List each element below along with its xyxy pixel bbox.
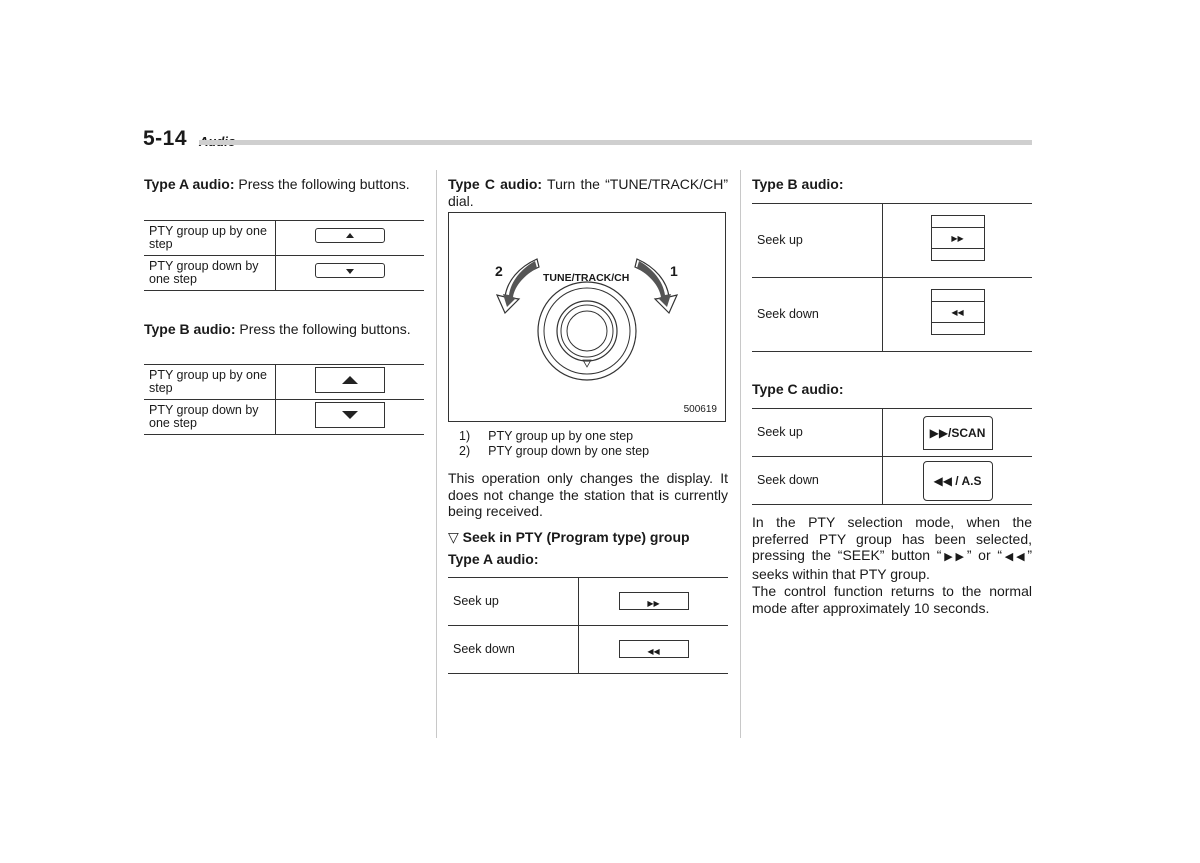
note-paragraph: This operation only changes the display. It does not change the station that is currently being received. xyxy=(448,470,728,519)
seek-down-button-cell xyxy=(579,626,729,674)
table-row xyxy=(752,204,1032,278)
down-arrow-icon xyxy=(346,269,354,274)
table-row xyxy=(144,365,424,400)
seek-paragraph: In the PTY selection mode, when the preferred PTY group has been selected, pressing the “SEEK” button “▶▶” or “◀◀” seeks within that PTY group. xyxy=(752,514,1033,582)
up-arrow-icon xyxy=(342,376,358,384)
column-divider xyxy=(740,170,741,738)
arrow-label-1: 1 xyxy=(670,263,678,279)
type-a-seek-table xyxy=(448,577,728,674)
fast-forward-icon: ▶▶ xyxy=(647,599,660,608)
pty-up-button xyxy=(315,367,385,393)
dial-label: TUNE/TRACK/CH xyxy=(543,272,630,284)
header-bar xyxy=(199,140,1032,145)
row-label: Seek down xyxy=(448,626,579,674)
seek-up-button-cell xyxy=(579,578,729,626)
rewind-icon: ◀◀ xyxy=(1001,551,1028,563)
table-row xyxy=(448,626,728,674)
tune-dial-illustration xyxy=(449,213,725,421)
fast-forward-icon: ▶▶ xyxy=(941,551,967,563)
row-label: Seek up xyxy=(752,409,883,457)
table-row xyxy=(752,409,1032,457)
type-a-pty-table xyxy=(144,220,424,291)
type-c-seek-table xyxy=(752,408,1032,505)
table-row xyxy=(752,457,1032,505)
page-number: 5-14 xyxy=(143,127,188,150)
seek-up-button-cell xyxy=(883,409,1033,457)
type-a-label: Type A audio: xyxy=(448,551,539,567)
type-c-intro: Type C audio: Turn the “TUNE/TRACK/CH” dial. xyxy=(448,176,728,209)
table-row xyxy=(752,278,1032,352)
column-divider xyxy=(436,170,437,738)
rewind-icon: ◀◀ xyxy=(647,647,660,656)
table-row xyxy=(448,578,728,626)
row-label: PTY group down by one step xyxy=(144,400,276,435)
pty-down-button xyxy=(315,263,385,278)
seek-down-button xyxy=(931,289,985,335)
row-label: PTY group up by one step xyxy=(144,221,276,256)
scan-button: ▶▶/SCAN xyxy=(923,416,993,450)
seek-up-button-cell xyxy=(883,204,1033,278)
table-row xyxy=(144,221,424,256)
pty-down-button-cell xyxy=(276,256,425,291)
row-label: PTY group up by one step xyxy=(144,365,276,400)
pty-down-button xyxy=(315,402,385,428)
type-c-label: Type C audio: xyxy=(752,381,844,397)
row-label: Seek down xyxy=(752,278,883,352)
type-b-label: Type B audio: xyxy=(752,176,844,192)
list-item: 1) PTY group up by one step xyxy=(459,429,634,443)
down-arrow-icon xyxy=(342,411,358,419)
seek-down-button-cell xyxy=(883,278,1033,352)
seek-up-button xyxy=(619,592,689,610)
table-row xyxy=(144,400,424,435)
type-b-intro: Type B audio: Press the following buttons. xyxy=(144,321,411,337)
type-b-pty-table xyxy=(144,364,424,435)
seek-pty-heading: ▽ Seek in PTY (Program type) group xyxy=(448,529,690,545)
row-label: Seek up xyxy=(752,204,883,278)
row-label: Seek down xyxy=(752,457,883,505)
type-b-seek-table xyxy=(752,203,1032,352)
row-label: Seek up xyxy=(448,578,579,626)
type-a-intro: Type A audio: Press the following buttons. xyxy=(144,176,410,192)
pty-down-button-cell xyxy=(276,400,425,435)
arrow-label-2: 2 xyxy=(495,263,503,279)
tune-dial-figure xyxy=(448,212,726,422)
seek-down-button xyxy=(619,640,689,658)
table-row xyxy=(144,256,424,291)
up-arrow-icon xyxy=(346,233,354,238)
pty-up-button-cell xyxy=(276,365,425,400)
figure-code: 500619 xyxy=(683,404,717,415)
fast-forward-icon: ▶▶ xyxy=(932,227,984,249)
seek-down-button-cell xyxy=(883,457,1033,505)
list-item: 2) PTY group down by one step xyxy=(459,444,650,458)
row-label: PTY group down by one step xyxy=(144,256,276,291)
auto-store-button: ◀◀ / A.S xyxy=(923,461,993,501)
rewind-icon: ◀◀ xyxy=(932,301,984,323)
timeout-paragraph: The control function returns to the normal mode after approximately 10 seconds. xyxy=(752,583,1032,616)
seek-up-button xyxy=(931,215,985,261)
pty-up-button xyxy=(315,228,385,243)
pty-up-button-cell xyxy=(276,221,425,256)
